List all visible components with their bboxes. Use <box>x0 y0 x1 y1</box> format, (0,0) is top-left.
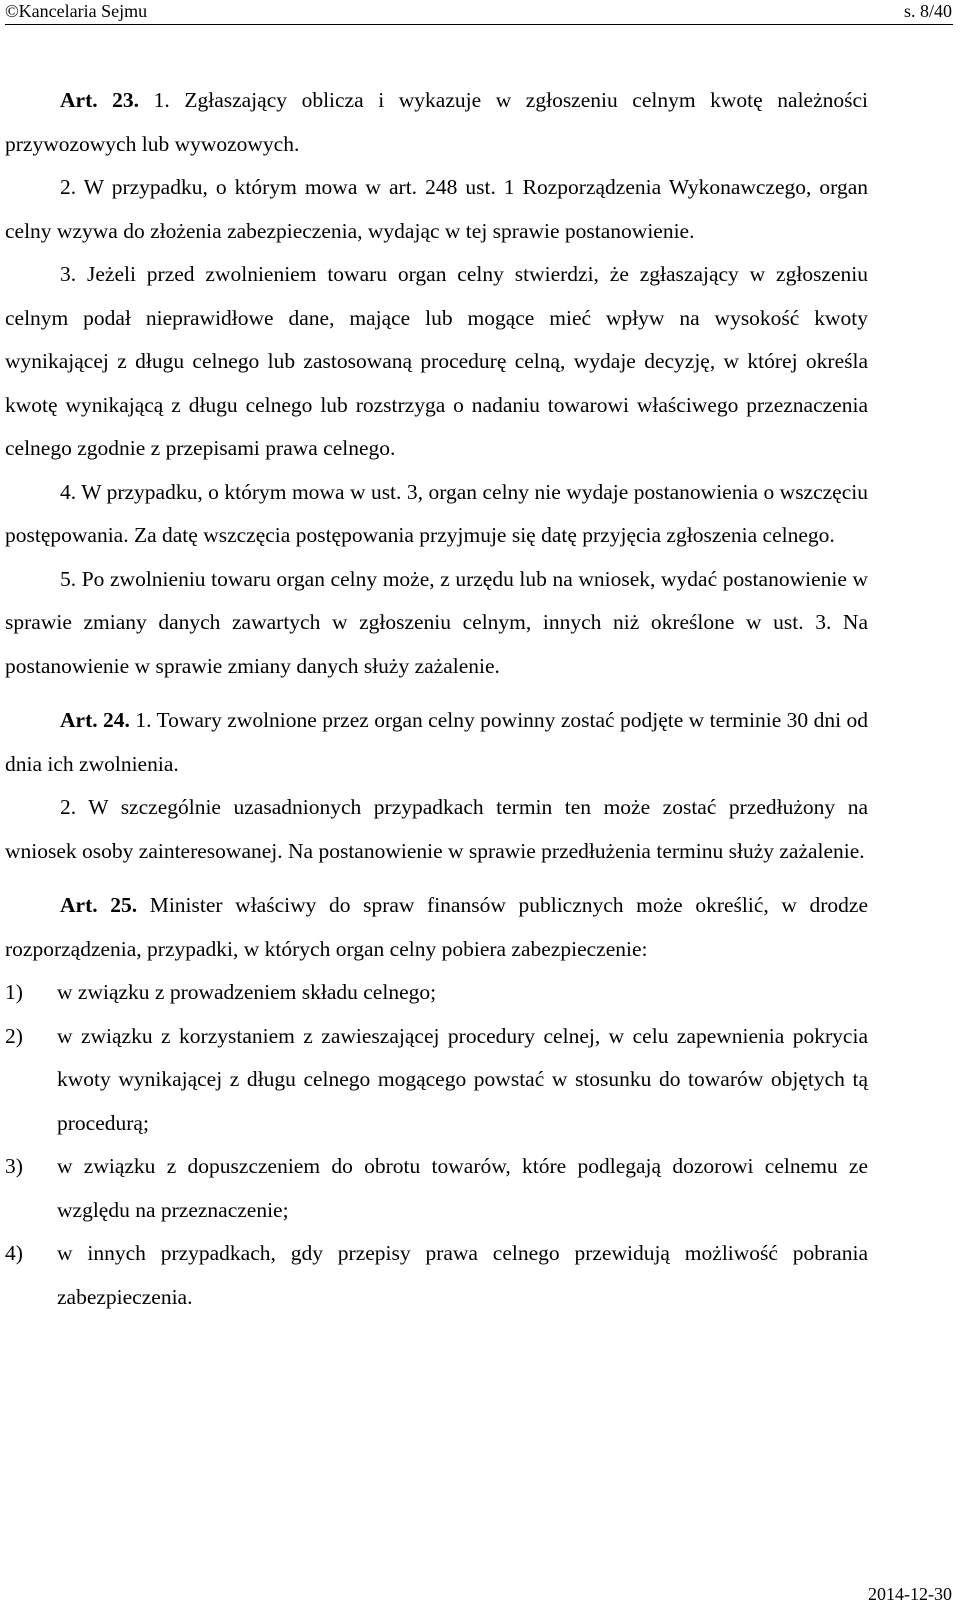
footer-date: 2014-12-30 <box>868 1584 952 1604</box>
list-item-text: w innych przypadkach, gdy przepisy prawa celnego przewidują możliwość pobrania zabezpieczenia. <box>57 1241 868 1309</box>
list-item-number: 3) <box>5 1154 23 1178</box>
art24-para-1 <box>5 699 868 786</box>
list-item-text: w związku z korzystaniem z zawieszającej procedury celnej, w celu zapewnienia pokrycia kwoty wynikającej z długu celnego mogącego powstać w stosunku do towarów objętych tą procedurą; <box>57 1023 868 1135</box>
art23-para-3: 3. Jeżeli przed zwolnieniem towaru organ celny stwierdzi, że zgłaszający w zgłoszeniu celnym podał nieprawidłowe dane, mające lub mogące mieć wpływ na wysokość kwoty wynikającej z długu celnego lub zastosowaną procedurę celną, wydaje decyzję, w której określa kwotę wynikającą z długu celnego lub rozstrzyga o nadaniu towarowi właściwego przeznaczenia celnego zgodnie z przepisami prawa celnego. <box>5 262 868 460</box>
list-item <box>5 1145 868 1232</box>
article-label: Art. 23. <box>60 88 140 112</box>
art23-para-4: 4. W przypadku, o którym mowa w ust. 3, organ celny nie wydaje postanowienia o wszczęciu postępowania. Za datę wszczęcia postępowania przyjmuje się datę przyjęcia zgłoszenia celnego. <box>5 479 868 547</box>
list-item <box>5 1015 868 1146</box>
list-item <box>5 971 868 1015</box>
art23-para-2: 2. W przypadku, o którym mowa w art. 248 ust. 1 Rozporządzenia Wykonawczego, organ celny wzywa do złożenia zabezpieczenia, wydając w tej sprawie postanowienie. <box>5 175 868 243</box>
list-item-text: w związku z prowadzeniem składu celnego; <box>57 980 437 1004</box>
list-item-text: w związku z dopuszczeniem do obrotu towarów, które podlegają dozorowi celnemu ze względu na przeznaczenie; <box>57 1154 868 1222</box>
article-label: Art. 25. <box>60 893 138 917</box>
list-item-number: 4) <box>5 1241 23 1265</box>
art23-para-1 <box>5 79 868 166</box>
article-label: Art. 24. <box>60 708 130 732</box>
page-header <box>0 0 960 26</box>
list-item <box>5 1232 868 1319</box>
page-number: s. 8/40 <box>903 1 952 21</box>
list-item-number: 1) <box>5 980 23 1004</box>
copyright-label: ©Kancelaria Sejmu <box>5 1 148 21</box>
document-body <box>5 79 868 1319</box>
art23-para-5: 5. Po zwolnieniu towaru organ celny może, z urzędu lub na wniosek, wydać postanowienie w sprawie zmiany danych zawartych w zgłoszeniu celnym, innych niż określone w ust. 3. Na postanowienie w sprawie zmiany danych służy zażalenie. <box>5 566 868 678</box>
art23-para-1-text: 1. Zgłaszający oblicza i wykazuje w zgłoszeniu celnym kwotę należności przywozowych lub wywozowych. <box>5 88 869 156</box>
art24-para-1-text: 1. Towary zwolnione przez organ celny powinny zostać podjęte w terminie 30 dni od dnia ich zwolnienia. <box>5 708 868 776</box>
header-divider <box>5 24 953 25</box>
list-item-number: 2) <box>5 1023 23 1048</box>
art25-intro-text: Minister właściwy do spraw finansów publicznych może określić, w drodze rozporządzenia, przypadki, w których organ celny pobiera zabezpieczenie: <box>5 893 868 961</box>
art24-para-2: 2. W szczególnie uzasadnionych przypadkach termin ten może zostać przedłużony na wniosek osoby zainteresowanej. Na postanowienie w sprawie przedłużenia terminu służy zażalenie. <box>5 795 868 863</box>
art25-intro <box>5 884 868 971</box>
